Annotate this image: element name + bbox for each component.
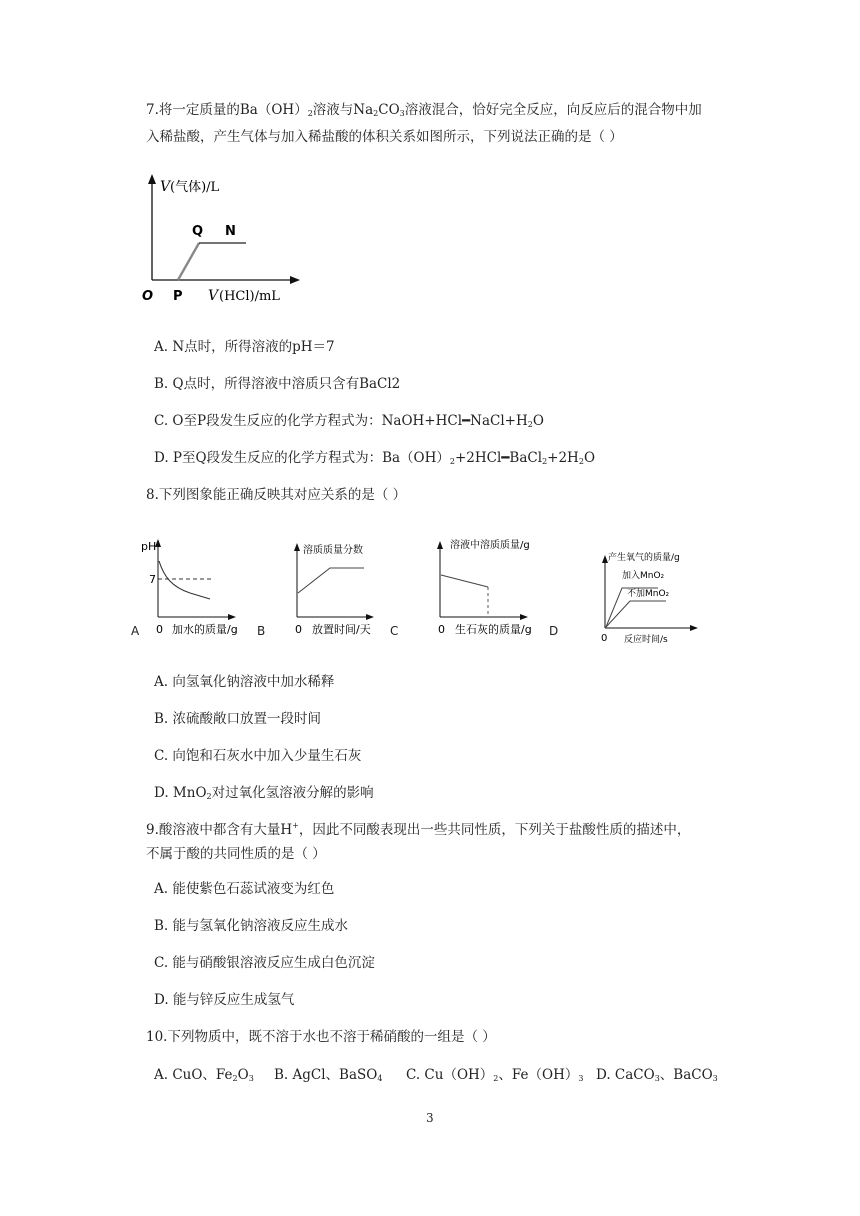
q7-graph: [136, 172, 306, 312]
q9-stem-line2: 不属于酸的共同性质的是（ ）: [146, 846, 326, 862]
q8-graph-b-svg: [280, 535, 380, 640]
q8-letter-b: B: [257, 624, 266, 638]
q8a-x-label: 加水的质量/g: [172, 623, 238, 636]
q8c-y-label: 溶液中溶质质量/g: [450, 540, 530, 551]
q8-graph-c: [424, 535, 544, 640]
q8d-curve1-label: 加入MnO₂: [622, 571, 665, 581]
q8d-curve2-label: 不加MnO₂: [627, 589, 670, 599]
q9-option-c[interactable]: C. 能与硝酸银溶液反应生成白色沉淀: [154, 955, 375, 971]
q8b-y-label: 溶质质量分数: [303, 545, 363, 556]
q8c-x-label: 生石灰的质量/g: [455, 623, 532, 636]
q7-y-label-v: V: [160, 179, 171, 195]
q8a-x-arrow: [228, 614, 236, 620]
q7-x-label: (HCl)/mL: [219, 289, 280, 304]
q7-option-a[interactable]: A. N点时，所得溶液的pH＝7: [154, 339, 335, 355]
q8-option-b[interactable]: B. 浓硫酸敞口放置一段时间: [154, 711, 322, 727]
q8-letter-a: A: [131, 624, 140, 638]
q8-stem: 8.下列图象能正确反映其对应关系的是（ ）: [146, 487, 407, 503]
q7-option-b[interactable]: B. Q点时，所得溶液中溶质只含有BaCl2: [154, 376, 401, 392]
q8a-origin: 0: [156, 623, 163, 636]
q7-origin: O: [142, 289, 154, 304]
q8-graph-d-svg: [594, 543, 704, 648]
q8-graph-a: [132, 535, 252, 640]
q8-letter-c: C: [390, 624, 399, 638]
q8d-x-label: 反应时间/s: [624, 635, 668, 645]
q8-option-a[interactable]: A. 向氢氧化钠溶液中加水稀释: [154, 674, 335, 690]
q8b-origin: 0: [295, 623, 302, 636]
q8b-curve: [298, 568, 364, 593]
q7-option-c[interactable]: C. O至P段发生反应的化学方程式为：$NaOH+HCl━NaCl+H_2O$: [154, 413, 544, 429]
q8c-y-arrow: [437, 541, 443, 549]
q10-option-d[interactable]: D. CaCO$_3$、BaCO$_3$: [596, 1067, 718, 1083]
q10-option-b[interactable]: B. AgCl、BaSO$_4$: [274, 1067, 383, 1083]
q8d-origin: 0: [601, 633, 608, 644]
q10-stem: 10.下列物质中，既不溶于水也不溶于稀硝酸的一组是（ ）: [146, 1029, 496, 1045]
q8b-x-arrow: [366, 614, 374, 620]
q10-option-a[interactable]: A. CuO、$Fe_2O_3$: [154, 1067, 254, 1083]
q8b-x-label: 放置时间/天: [312, 623, 371, 636]
q7-y-label: (气体)/L: [170, 180, 220, 195]
q8a-curve: [159, 561, 210, 599]
q7-stem-line2: 入稀盐酸，产生气体与加入稀盐酸的体积关系如图所示，下列说法正确的是（ ）: [146, 129, 623, 145]
q8-graph-a-svg: [132, 535, 252, 640]
q8c-x-arrow: [520, 614, 528, 620]
q10-option-c[interactable]: C. $Cu(OH)_2$、$Fe(OH)_3$: [406, 1067, 584, 1083]
q7-graph-svg: [136, 172, 306, 312]
q9-option-b[interactable]: B. 能与氢氧化钠溶液反应生成水: [154, 918, 349, 934]
q8-graph-d: [594, 543, 704, 648]
q8b-y-arrow: [294, 543, 300, 551]
q7-point-n: N: [225, 224, 236, 239]
q8-option-d[interactable]: D. MnO$_2$对过氧化氢溶液分解的影响: [154, 785, 374, 801]
page-number: 3: [426, 1111, 434, 1125]
q8c-origin: 0: [438, 623, 445, 636]
q7-x-label-v: V: [208, 288, 219, 304]
q8-graph-b: [280, 535, 380, 640]
q9-stem-line1: 9.酸溶液中都含有大量H+，因此不同酸表现出一些共同性质，下列关于盐酸性质的描述中，: [146, 821, 691, 838]
q7-stem-line1: 7.将一定质量的$Ba(OH)_2$溶液与$Na_2CO_3$溶液混合，恰好完全反应，向反应后的混合物中加: [146, 102, 702, 118]
q7-curve-pq: [178, 243, 199, 280]
q9-option-d[interactable]: D. 能与锌反应生成氢气: [154, 992, 295, 1008]
q9-option-a[interactable]: A. 能使紫色石蕊试液变为红色: [154, 881, 335, 897]
q7-point-q: Q: [192, 224, 204, 239]
q7-option-d[interactable]: D. P至Q段发生反应的化学方程式为：$Ba(OH)_2+2HCl━BaCl_2+2H_2O$: [154, 450, 596, 466]
q8a-tick-7: 7: [149, 573, 156, 586]
q7-y-arrow: [148, 174, 156, 184]
q8-letter-d: D: [549, 624, 559, 638]
q7-point-p: P: [173, 289, 183, 304]
q8c-curve: [441, 575, 488, 587]
q8-option-c[interactable]: C. 向饱和石灰水中加入少量生石灰: [154, 748, 362, 764]
q7-x-arrow: [290, 276, 300, 284]
q8a-y-label: pH: [141, 540, 157, 553]
q8d-y-label: 产生氧气的质量/g: [608, 553, 680, 563]
q8-graph-c-svg: [424, 535, 544, 640]
q8d-x-arrow: [690, 625, 698, 631]
